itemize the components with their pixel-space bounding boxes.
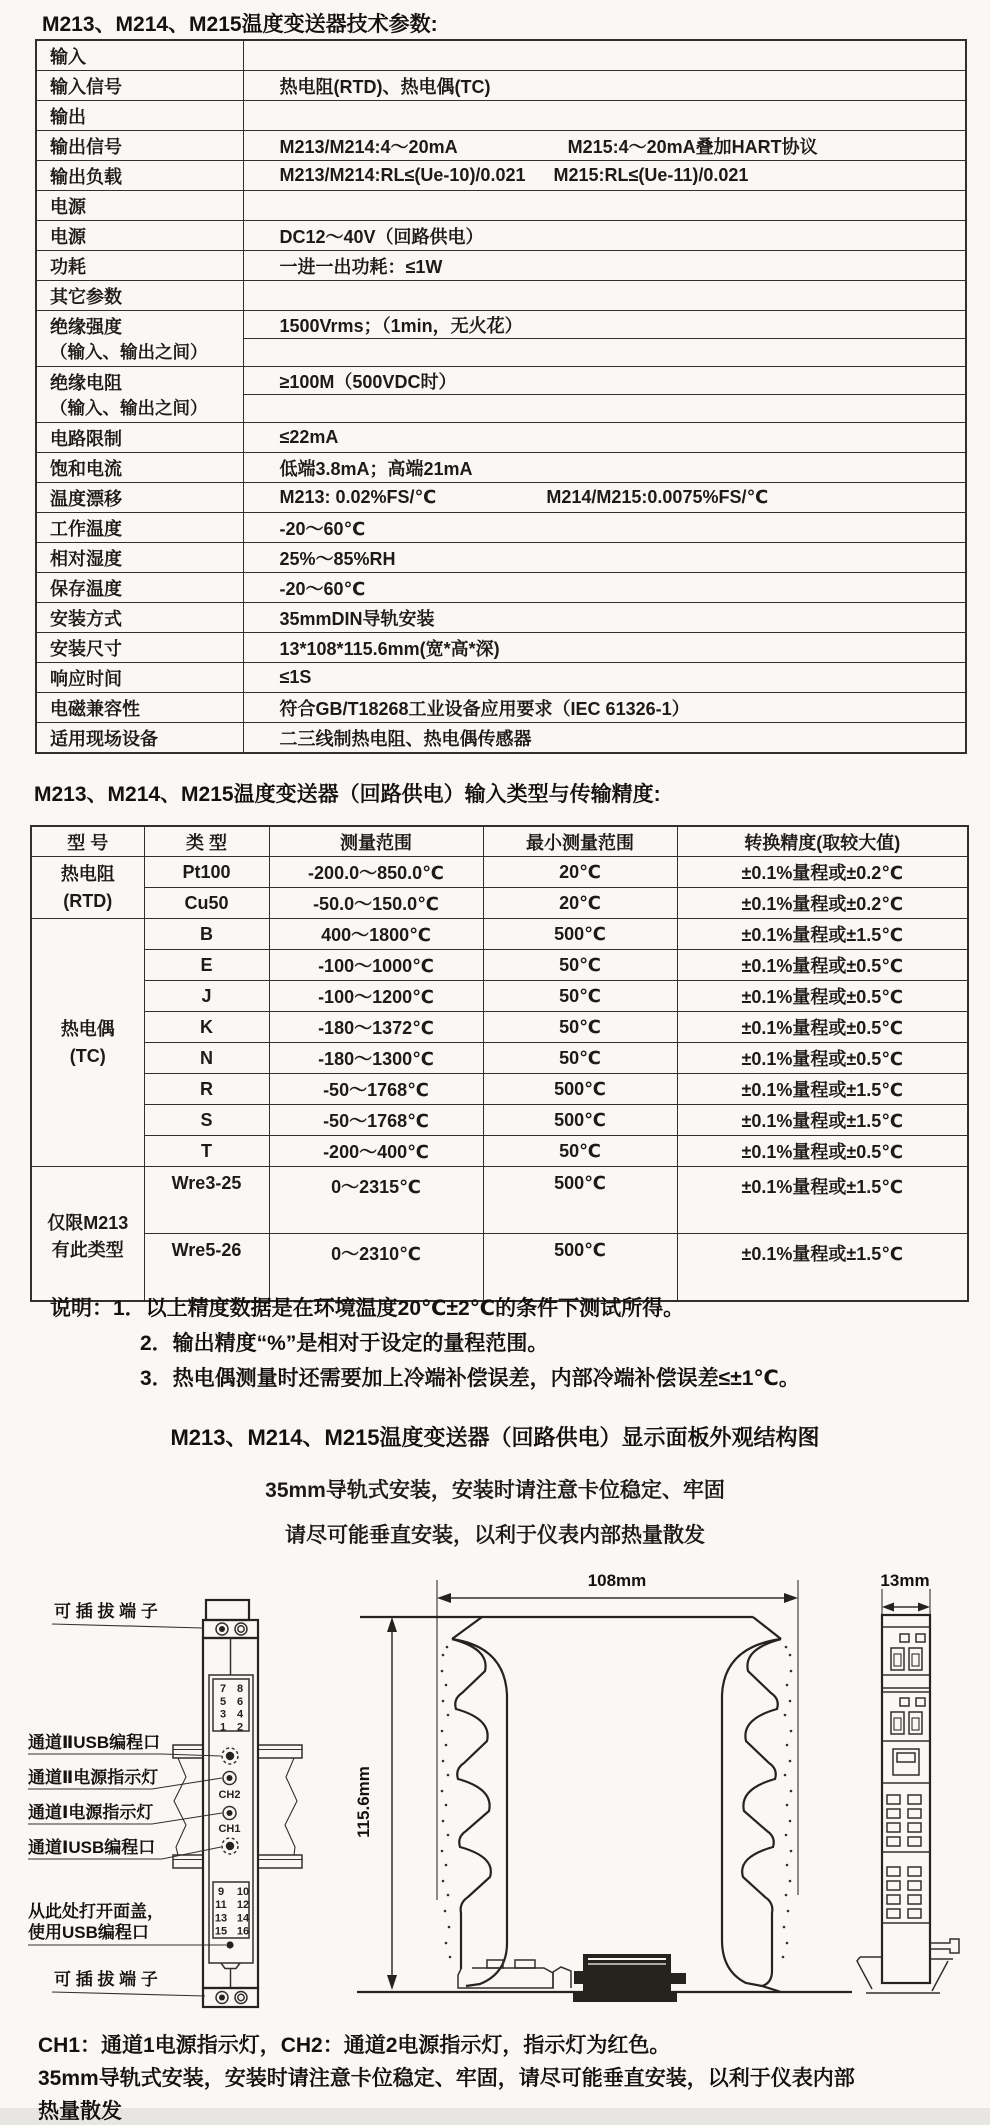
terminal-number: 12 xyxy=(236,1899,250,1912)
accuracy-cell: ±0.1%量程或±1.5℃ xyxy=(677,1234,968,1302)
fin-texture-dots xyxy=(441,1646,793,1959)
spec-row xyxy=(36,633,966,663)
spec-row xyxy=(36,663,966,693)
range-cell: -180～1372℃ xyxy=(269,1012,483,1043)
spec-label-cell: 安装方式 xyxy=(36,603,243,633)
accuracy-row xyxy=(31,1074,968,1105)
range-cell: 0～2315℃ xyxy=(269,1167,483,1234)
screw-terminal-bottom xyxy=(216,1992,247,2004)
spec-label-cell: 绝缘强度 （输入、输出之间） xyxy=(36,311,243,367)
spec-value-cell: DC12～40V（回路供电） xyxy=(243,221,966,251)
spec-value-cell: 热电阻(RTD)、热电偶(TC) xyxy=(243,71,966,101)
range-cell: -100～1200℃ xyxy=(269,981,483,1012)
label-plug-terminal-top: 可 插 拔 端 子 xyxy=(54,1602,158,1621)
terminal-number: 16 xyxy=(236,1925,250,1938)
accuracy-header-row xyxy=(31,826,968,857)
spec-label-cell: 相对湿度 xyxy=(36,543,243,573)
accuracy-row xyxy=(31,981,968,1012)
front-view xyxy=(28,1600,302,2007)
spec-label-cell: 电磁兼容性 xyxy=(36,693,243,723)
accuracy-cell: ±0.1%量程或±0.5℃ xyxy=(677,981,968,1012)
spec-value-cell: 35mmDIN导轨安装 xyxy=(243,603,966,633)
spec-value-cell: ≤22mA xyxy=(243,423,966,453)
terminal-number: 14 xyxy=(236,1912,250,1925)
type-cell: E xyxy=(144,950,269,981)
spec-row xyxy=(36,40,966,71)
spec-table xyxy=(35,39,967,754)
spec-label-cell: 温度漂移 xyxy=(36,483,243,513)
min-range-cell: 50℃ xyxy=(483,950,677,981)
type-cell: Cu50 xyxy=(144,888,269,919)
label-ch1-led: 通道Ⅰ电源指示灯 xyxy=(28,1803,154,1822)
spec-label-cell: 工作温度 xyxy=(36,513,243,543)
spec-label-cell: 电源 xyxy=(36,191,243,221)
spec-value-cell: 25%～85%RH xyxy=(243,543,966,573)
type-cell: R xyxy=(144,1074,269,1105)
terminal-number: 15 xyxy=(214,1925,228,1938)
accuracy-cell: ±0.1%量程或±1.5℃ xyxy=(677,1105,968,1136)
spec-label-cell: 功耗 xyxy=(36,251,243,281)
accuracy-row xyxy=(31,1167,968,1234)
spec-row xyxy=(36,71,966,101)
accuracy-cell: ±0.1%量程或±1.5℃ xyxy=(677,919,968,950)
spec-value-cell: 13*108*115.6mm(宽*高*深) xyxy=(243,633,966,663)
ch1-label: CH1 xyxy=(218,1823,241,1835)
min-range-cell: 500℃ xyxy=(483,1074,677,1105)
accuracy-header-cell: 型 号 xyxy=(31,826,144,857)
spec-row xyxy=(36,367,966,395)
spec-row xyxy=(36,251,966,281)
accuracy-row xyxy=(31,950,968,981)
spec-label-cell: 输出负载 xyxy=(36,161,243,191)
range-cell: -200～400℃ xyxy=(269,1136,483,1167)
spec-label-cell: 其它参数 xyxy=(36,281,243,311)
rail-cross-section xyxy=(573,1954,686,2002)
model-cell: 热电阻 (RTD) xyxy=(31,857,144,919)
spec-value-cell: M213/M214:4～20mA M215:4～20mA叠加HART协议 xyxy=(243,131,966,161)
cover-open-point xyxy=(226,1941,233,1948)
spec-label-cell: 响应时间 xyxy=(36,663,243,693)
min-range-cell: 50℃ xyxy=(483,981,677,1012)
spec-row xyxy=(36,161,966,191)
spec-value-cell: 低端3.8mA；高端21mA xyxy=(243,453,966,483)
label-plug-terminal-bottom: 可 插 拔 端 子 xyxy=(54,1970,158,1989)
spec-value-cell: 符合GB/T18268工业设备应用要求（IEC 61326-1） xyxy=(243,693,966,723)
min-range-cell: 500℃ xyxy=(483,1234,677,1302)
section3-title: M213、M214、M215温度变送器（回路供电）显示面板外观结构图 xyxy=(170,1425,820,1450)
type-cell: Pt100 xyxy=(144,857,269,888)
accuracy-cell: ±0.1%量程或±0.5℃ xyxy=(677,1136,968,1167)
spec-label-cell: 输入信号 xyxy=(36,71,243,101)
spec-row xyxy=(36,281,966,311)
range-cell: -180～1300℃ xyxy=(269,1043,483,1074)
accuracy-row xyxy=(31,888,968,919)
accuracy-cell: ±0.1%量程或±0.5℃ xyxy=(677,1012,968,1043)
min-range-cell: 500℃ xyxy=(483,1167,677,1234)
spec-value-cell xyxy=(243,339,966,367)
spec-row xyxy=(36,573,966,603)
spec-row xyxy=(36,101,966,131)
section1-title: M213、M214、M215温度变送器技术参数: xyxy=(42,13,438,36)
spec-label-cell: 输入 xyxy=(36,40,243,71)
spec-value-cell: 1500Vrms；（1min，无火花） xyxy=(243,311,966,339)
spec-row xyxy=(36,723,966,754)
section2-title: M213、M214、M215温度变送器（回路供电）输入类型与传输精度: xyxy=(34,783,661,806)
footer-note-1: CH1：通道1电源指示灯，CH2：通道2电源指示灯，指示灯为红色。 xyxy=(38,2034,671,2057)
spec-value-cell xyxy=(243,281,966,311)
label-ch2-usb: 通道ⅡUSB编程口 xyxy=(28,1733,161,1752)
accuracy-cell: ±0.1%量程或±0.2℃ xyxy=(677,857,968,888)
spec-label-cell: 电路限制 xyxy=(36,423,243,453)
min-range-cell: 20℃ xyxy=(483,888,677,919)
terminal-number: 9 xyxy=(217,1886,225,1898)
terminal-number: 3 xyxy=(219,1708,227,1721)
spec-value-cell: M213: 0.02%FS/℃ M214/M215:0.0075%FS/℃ xyxy=(243,483,966,513)
terminal-number: 6 xyxy=(236,1695,244,1708)
spec-value-cell xyxy=(243,395,966,423)
spec-label-cell: 饱和电流 xyxy=(36,453,243,483)
spec-value-cell xyxy=(243,101,966,131)
note-line-1: 说明：1．以上精度数据是在环境温度20℃±2℃的条件下测试所得。 xyxy=(50,1297,685,1320)
accuracy-cell: ±0.1%量程或±1.5℃ xyxy=(677,1074,968,1105)
accuracy-cell: ±0.1%量程或±0.5℃ xyxy=(677,950,968,981)
spec-value-cell: -20～60℃ xyxy=(243,513,966,543)
dim-13mm: 13mm xyxy=(880,1571,930,1590)
accuracy-row xyxy=(31,1012,968,1043)
install-tip-1: 35mm导轨式安装，安装时请注意卡位稳定、牢固 xyxy=(265,1479,725,1502)
spec-label-cell: 输出信号 xyxy=(36,131,243,161)
min-range-cell: 50℃ xyxy=(483,1043,677,1074)
spec-value-cell: ≤1S xyxy=(243,663,966,693)
min-range-cell: 500℃ xyxy=(483,1105,677,1136)
side-profile-view xyxy=(354,1571,852,2002)
accuracy-cell: ±0.1%量程或±0.2℃ xyxy=(677,888,968,919)
accuracy-row xyxy=(31,1105,968,1136)
accuracy-row xyxy=(31,1043,968,1074)
min-range-cell: 500℃ xyxy=(483,919,677,950)
din-rail xyxy=(173,1745,302,1868)
type-cell: B xyxy=(144,919,269,950)
accuracy-row xyxy=(31,919,968,950)
terminal-number: 2 xyxy=(236,1721,244,1734)
spec-value-cell: 二三线制热电阻、热电偶传感器 xyxy=(243,723,966,754)
spec-value-cell: M213/M214:RL≤(Ue-10)/0.021 M215:RL≤(Ue-11)/0.021 xyxy=(243,161,966,191)
spec-label-cell: 电源 xyxy=(36,221,243,251)
spec-row xyxy=(36,423,966,453)
type-cell: Wre3-25 xyxy=(144,1167,269,1234)
min-range-cell: 50℃ xyxy=(483,1012,677,1043)
accuracy-cell: ±0.1%量程或±1.5℃ xyxy=(677,1167,968,1234)
spec-value-cell: ≥100M（500VDC时） xyxy=(243,367,966,395)
spec-value-cell xyxy=(243,40,966,71)
label-ch1-usb: 通道ⅠUSB编程口 xyxy=(28,1838,156,1857)
spec-label-cell: 保存温度 xyxy=(36,573,243,603)
accuracy-row xyxy=(31,1234,968,1302)
range-cell: 0～2310℃ xyxy=(269,1234,483,1302)
model-cell: 热电偶 (TC) xyxy=(31,919,144,1167)
spec-row xyxy=(36,131,966,161)
screw-terminal-top xyxy=(216,1623,247,1635)
outline-structure-diagram xyxy=(0,1555,990,2015)
ch2-label: CH2 xyxy=(218,1789,241,1801)
terminal-numbers-bottom xyxy=(215,1886,250,1938)
type-cell: Wre5-26 xyxy=(144,1234,269,1302)
spec-row xyxy=(36,603,966,633)
accuracy-header-cell: 最小测量范围 xyxy=(483,826,677,857)
spec-label-cell: 输出 xyxy=(36,101,243,131)
accuracy-header-cell: 类 型 xyxy=(144,826,269,857)
type-cell: K xyxy=(144,1012,269,1043)
range-cell: -100～1000℃ xyxy=(269,950,483,981)
install-tip-2: 请尽可能垂直安装，以利于仪表内部热量散发 xyxy=(285,1524,705,1547)
terminal-number: 4 xyxy=(236,1708,244,1721)
dim-115-6mm: 115.6mm xyxy=(354,1766,373,1838)
narrow-side-view xyxy=(857,1571,959,1993)
min-range-cell: 50℃ xyxy=(483,1136,677,1167)
spec-row xyxy=(36,221,966,251)
spec-row xyxy=(36,513,966,543)
range-cell: -200.0～850.0℃ xyxy=(269,857,483,888)
range-cell: -50.0～150.0℃ xyxy=(269,888,483,919)
type-cell: J xyxy=(144,981,269,1012)
label-open-cover-1: 从此处打开面盖， xyxy=(28,1902,164,1921)
spec-value-cell: -20～60℃ xyxy=(243,573,966,603)
spec-row xyxy=(36,311,966,339)
spec-label-cell: 适用现场设备 xyxy=(36,723,243,754)
terminal-number: 5 xyxy=(219,1695,227,1708)
type-cell: T xyxy=(144,1136,269,1167)
terminal-numbers-top xyxy=(220,1683,244,1733)
range-cell: -50～1768℃ xyxy=(269,1105,483,1136)
spec-row xyxy=(36,693,966,723)
accuracy-row xyxy=(31,1136,968,1167)
accuracy-header-cell: 测量范围 xyxy=(269,826,483,857)
note-line-3: 3．热电偶测量时还需要加上冷端补偿误差，内部冷端补偿误差≤±1℃。 xyxy=(140,1367,800,1390)
label-open-cover-2: 使用USB编程口 xyxy=(28,1923,149,1942)
spec-row xyxy=(36,483,966,513)
footer-note-2: 35mm导轨式安装，安装时请注意卡位稳定、牢固，请尽可能垂直安装，以利于仪表内部 xyxy=(38,2067,855,2090)
terminal-number: 1 xyxy=(219,1721,227,1734)
type-cell: S xyxy=(144,1105,269,1136)
spec-value-cell: 一进一出功耗：≤1W xyxy=(243,251,966,281)
range-cell: 400～1800℃ xyxy=(269,919,483,950)
terminal-number: 10 xyxy=(236,1886,250,1898)
terminal-number: 8 xyxy=(236,1683,244,1695)
note-line-2: 2．输出精度“%”是相对于设定的量程范围。 xyxy=(140,1332,549,1355)
label-ch2-led: 通道Ⅱ电源指示灯 xyxy=(28,1768,159,1787)
accuracy-table xyxy=(30,825,969,1302)
terminal-number: 13 xyxy=(214,1912,228,1925)
spec-row xyxy=(36,191,966,221)
spec-label-cell: 绝缘电阻 （输入、输出之间） xyxy=(36,367,243,423)
terminal-number: 7 xyxy=(219,1683,227,1695)
spec-row xyxy=(36,453,966,483)
model-cell: 仅限M213 有此类型 xyxy=(31,1167,144,1302)
spec-label-cell: 安装尺寸 xyxy=(36,633,243,663)
footer-note-3: 热量散发 xyxy=(38,2100,122,2123)
accuracy-cell: ±0.1%量程或±0.5℃ xyxy=(677,1043,968,1074)
accuracy-header-cell: 转换精度(取较大值) xyxy=(677,826,968,857)
min-range-cell: 20℃ xyxy=(483,857,677,888)
spec-value-cell xyxy=(243,191,966,221)
dim-108mm: 108mm xyxy=(587,1571,647,1590)
terminal-number: 11 xyxy=(215,1899,227,1912)
range-cell: -50～1768℃ xyxy=(269,1074,483,1105)
spec-row xyxy=(36,543,966,573)
accuracy-row xyxy=(31,857,968,888)
type-cell: N xyxy=(144,1043,269,1074)
